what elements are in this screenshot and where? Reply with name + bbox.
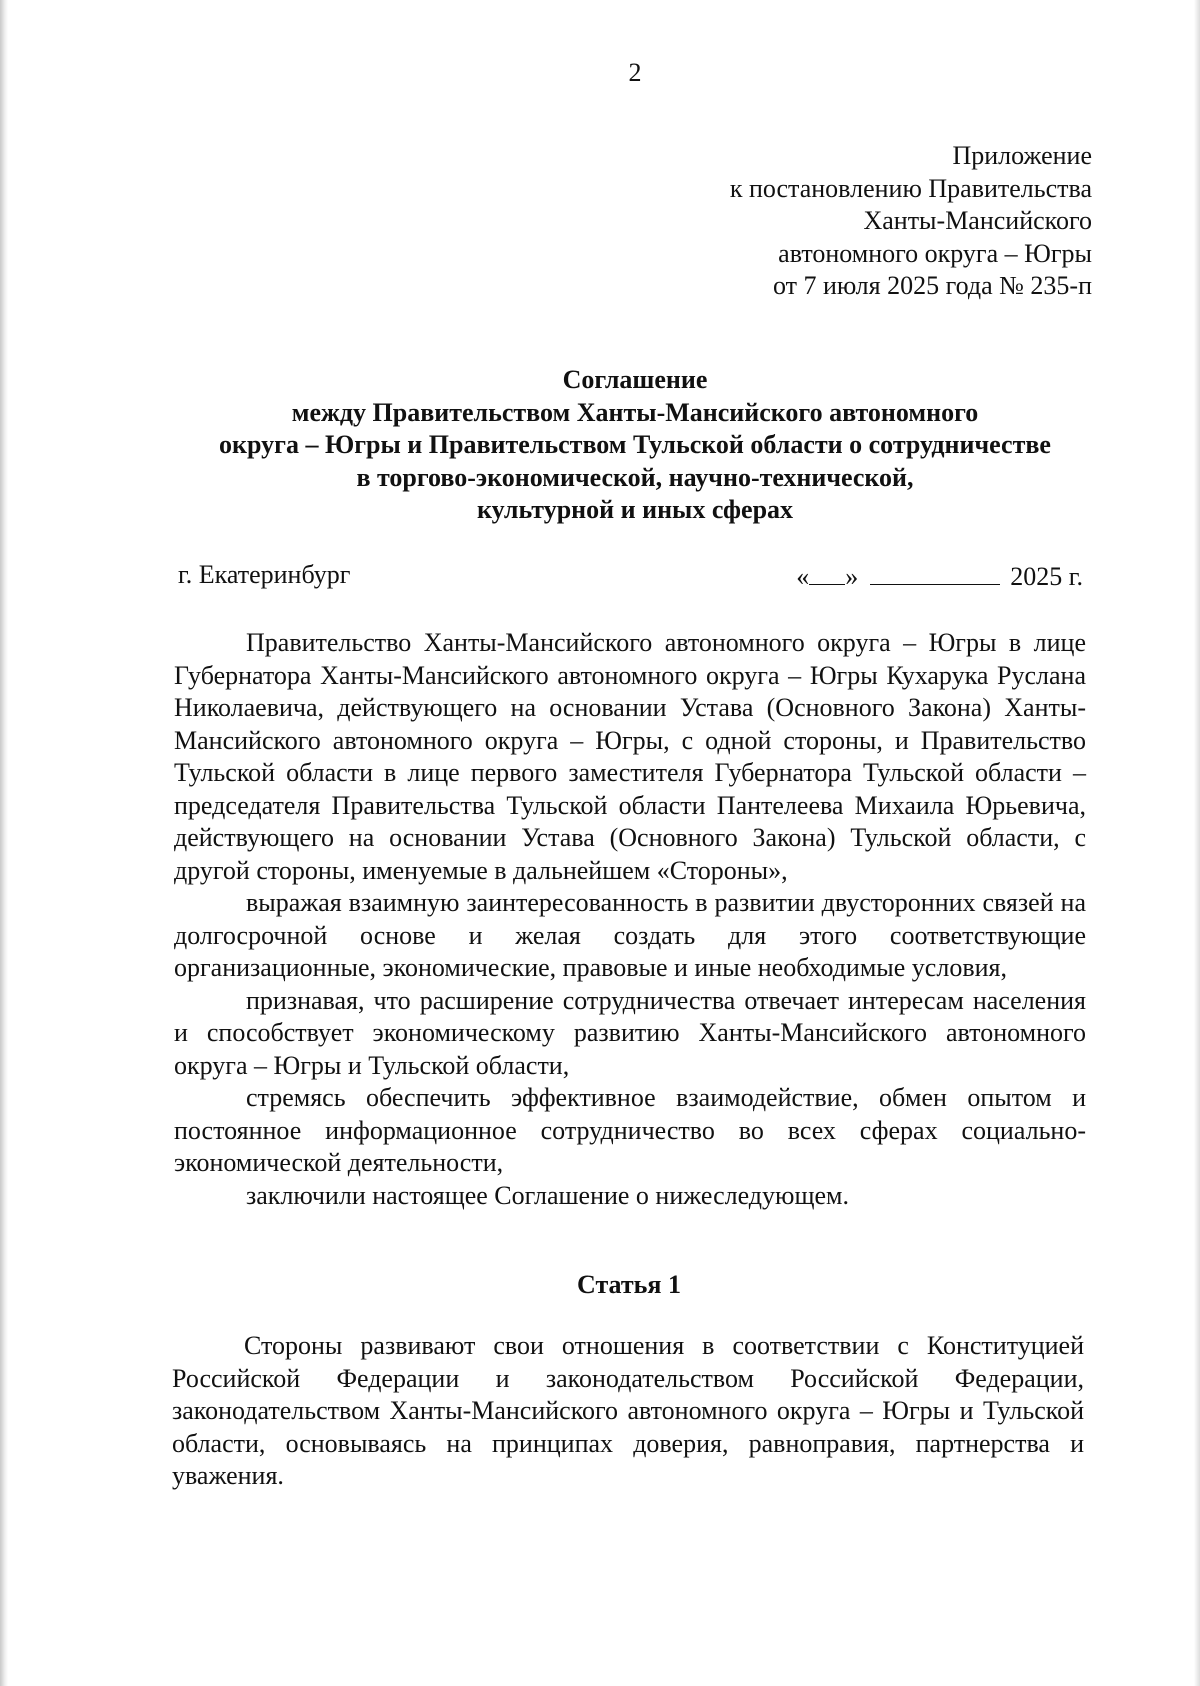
- date-open-quote: «: [796, 562, 810, 591]
- article-1-body: [172, 1330, 1084, 1493]
- article-1-paragraph: Стороны развивают свои отношения в соответствии с Конституцией Российской Федерации и законодательством Российской Федерации, законодательством Ханты-Мансийского автономного округа – Югры и Тульской области, основываясь на принципах доверия, равноправия, партнерства и уважения.: [172, 1331, 1084, 1490]
- appendix-line: автономного округа – Югры: [778, 238, 1092, 268]
- title-line: Соглашение: [562, 365, 708, 394]
- preamble: [174, 627, 1086, 1212]
- place-of-signing: г. Екатеринбург: [178, 560, 351, 589]
- scan-edge-right: [1194, 0, 1200, 1686]
- date-close-quote: »: [845, 562, 859, 591]
- preamble-paragraph: Правительство Ханты-Мансийского автономного округа – Югры в лице Губернатора Ханты-Мансийского автономного округа – Югры Кухарука Руслана Николаевича, действующего на основании Устава (Основного Закона) Ханты-Мансийского автономного округа – Югры, с одной стороны, и Правительство Тульской области в лице первого заместителя Губернатора Тульской области – председателя Правительства Тульской области Пантелеева Михаила Юрьевича, действующего на основании Устава (Основного Закона) Тульской области, с другой стороны, именуемые в дальнейшем «Стороны»,: [174, 628, 1086, 885]
- preamble-paragraph: заключили настоящее Соглашение о нижеследующем.: [246, 1180, 849, 1210]
- month-blank: [870, 564, 1000, 585]
- day-blank: [809, 564, 845, 585]
- preamble-paragraph: признавая, что расширение сотрудничества отвечает интересам населения и способствует экономическому развитию Ханты-Мансийского автономного округа – Югры и Тульской области,: [174, 985, 1086, 1080]
- agreement-title: [170, 364, 1100, 527]
- appendix-line: к постановлению Правительства: [729, 173, 1092, 203]
- title-line: между Правительством Ханты-Мансийского автономного: [291, 397, 979, 427]
- appendix-line: Приложение: [952, 141, 1092, 170]
- preamble-paragraph: стремясь обеспечить эффективное взаимодействие, обмен опытом и постоянное информационное сотрудничество во всех сферах социально-экономической деятельности,: [174, 1083, 1086, 1177]
- title-line: округа – Югры и Правительством Тульской области о сотрудничестве: [219, 430, 1051, 459]
- page-number: 2: [628, 58, 642, 87]
- appendix-line: Ханты-Мансийского: [863, 206, 1092, 235]
- signing-date: [796, 562, 1083, 592]
- title-line: в торгово-экономической, научно-технической,: [356, 462, 914, 492]
- title-line: культурной и иных сферах: [476, 495, 794, 524]
- appendix-line: от 7 июля 2025 года № 235-п: [772, 271, 1092, 300]
- appendix-block: [730, 140, 1092, 303]
- date-year: 2025 г.: [1010, 562, 1083, 591]
- preamble-paragraph: выражая взаимную заинтересованность в развитии двусторонних связей на долгосрочной основе и желая создать для этого соответствующие организационные, экономические, правовые и иные необходимые условия,: [174, 888, 1086, 982]
- scan-edge-left: [0, 0, 8, 1686]
- article-1-title: Статья 1: [577, 1270, 681, 1299]
